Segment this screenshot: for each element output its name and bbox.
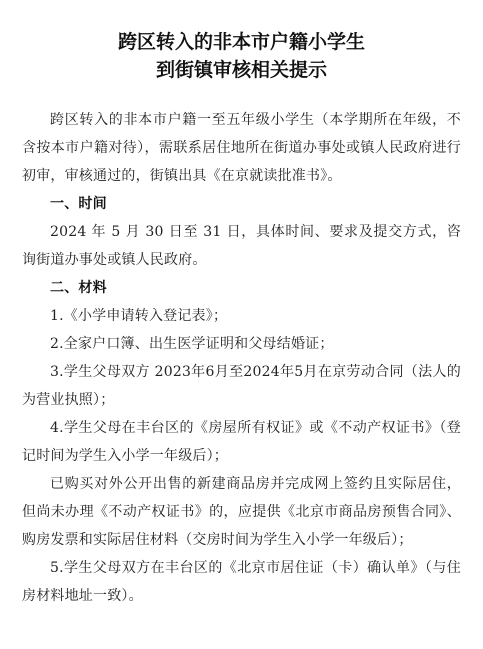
material-item-2: 2.全家户口簿、出生医学证明和父母结婚证； xyxy=(50,336,334,352)
material-item-3: 3.学生父母双方 2023年6月至2024年5月在京劳动合同（法人的为营业执照）； xyxy=(22,364,461,408)
title-line-2: 到街镇审核相关提示 xyxy=(155,59,327,81)
title-line-1: 跨区转入的非本市户籍小学生 xyxy=(117,31,365,53)
material-item-1: 1.《小学申请转入登记表》； xyxy=(50,308,228,324)
section-heading-materials: 二、材料 xyxy=(50,280,107,296)
document-title xyxy=(22,28,461,84)
material-item-4: 4.学生父母在丰台区的《房屋所有权证》或《不动产权证书》（登记时间为学生入小学一年级后）； xyxy=(22,420,461,464)
section-heading-time: 一、时间 xyxy=(50,196,107,212)
material-item-5: 5.学生父母双方在丰台区的《北京市居住证（卡）确认单》（与住房材料地址一致）。 xyxy=(22,560,461,604)
material-item-4-note: 已购买对外公开出售的新建商品房并完成网上签约且实际居住，但尚未办理《不动产权证书》的，应提供《北京市商品房预售合同》、购房发票和实际居住材料（交房时间为学生入小学一年级后）； xyxy=(22,476,461,548)
intro-paragraph: 跨区转入的非本市户籍一至五年级小学生（本学期所在年级，不含按本市户籍对待），需联系居住地所在街道办事处或镇人民政府进行初审，审核通过的，街镇出具《在京就读批准书》。 xyxy=(22,112,461,184)
time-paragraph: 2024 年 5 月 30 日至 31 日，具体时间、要求及提交方式，咨询街道办事处或镇人民政府。 xyxy=(22,224,461,268)
